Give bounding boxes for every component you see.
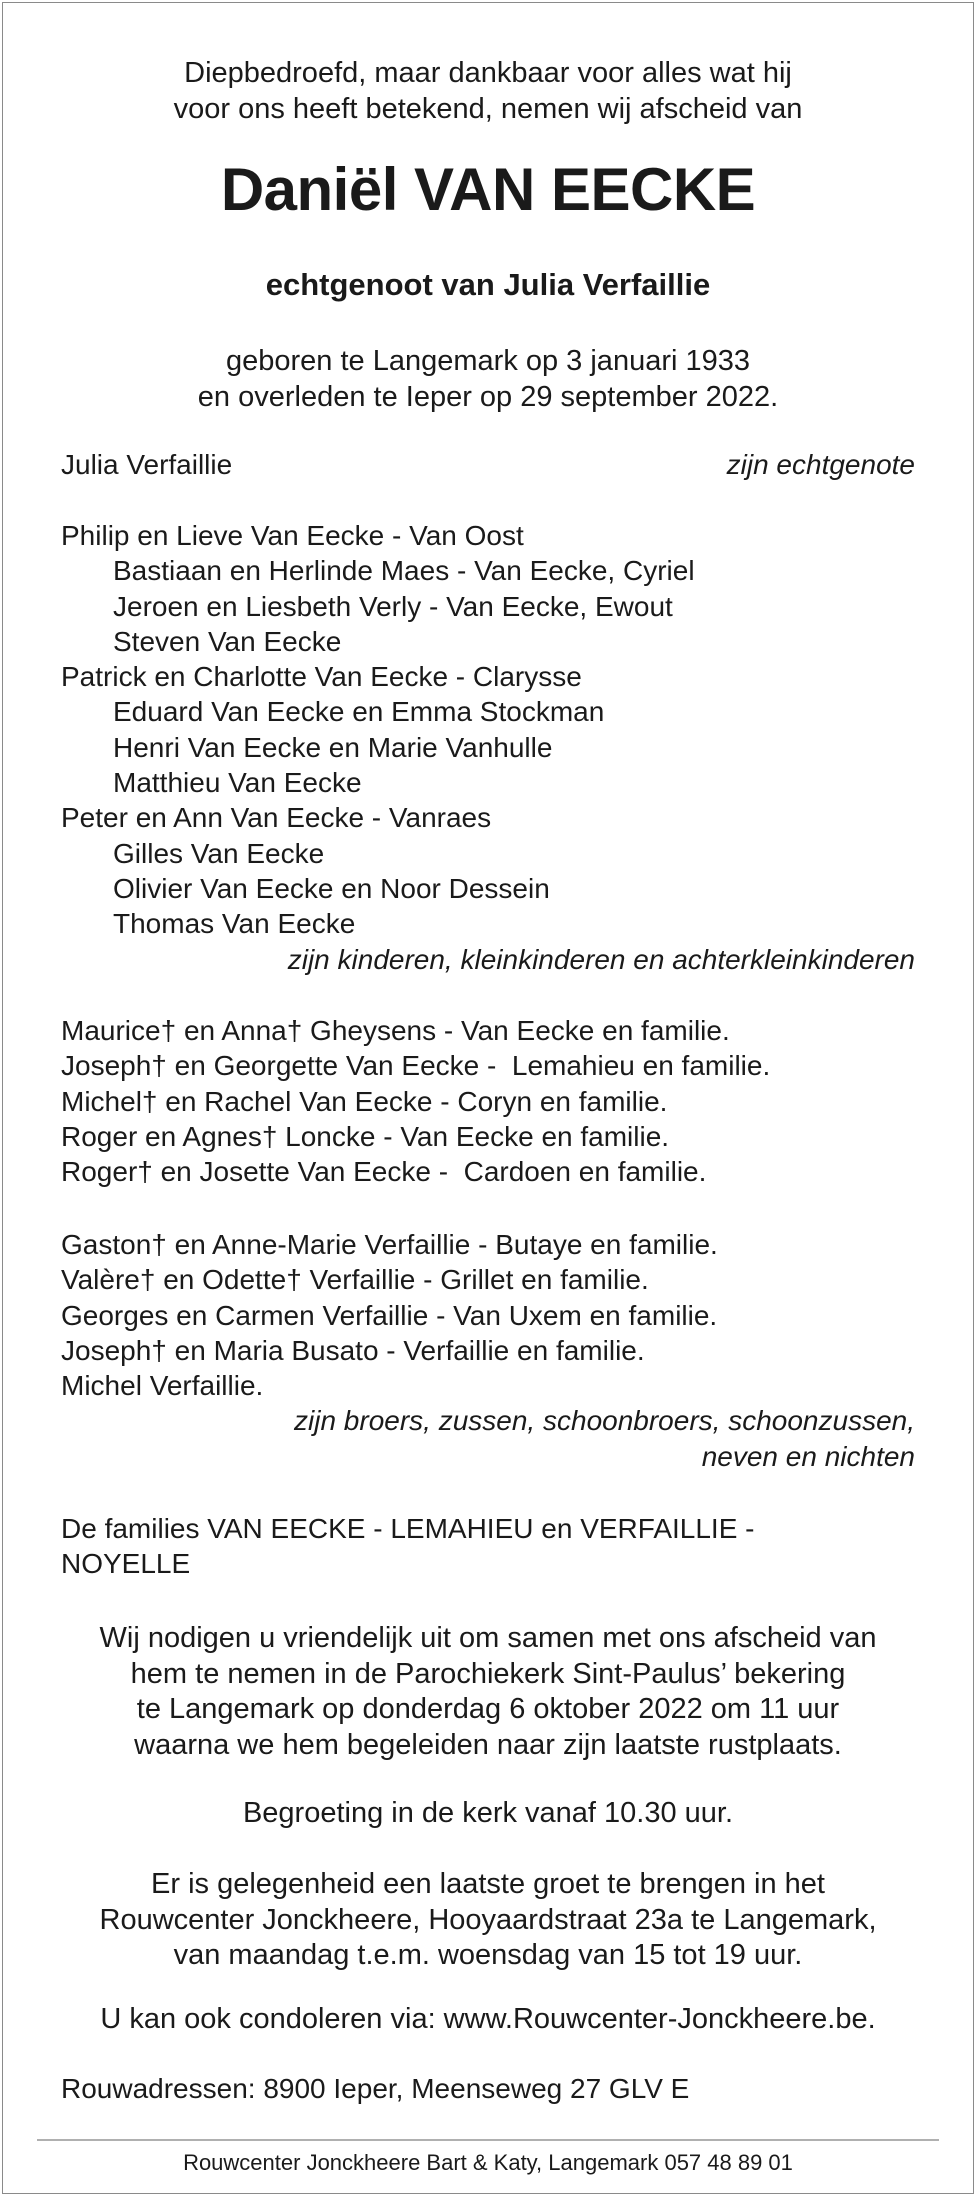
birth-line: geboren te Langemark op 3 januari 1933 <box>226 345 750 377</box>
children-role: zijn kinderen, kleinkinderen en achterkleinkinderen <box>287 943 915 975</box>
family-line: Jeroen en Liesbeth Verly - Van Eecke, Ewout <box>113 590 673 622</box>
visitation-text <box>43 1867 933 1974</box>
invitation-line: hem te nemen in de Parochiekerk Sint-Paulus’ bekering <box>130 1657 846 1690</box>
family-line: Henri Van Eecke en Marie Vanhulle <box>113 731 553 763</box>
family-line: Gilles Van Eecke <box>113 837 325 869</box>
family-line: Bastiaan en Herlinde Maes - Van Eecke, Cyriel <box>113 555 695 587</box>
family-line: Thomas Van Eecke <box>113 908 356 940</box>
siblings-verfaillie <box>61 1227 915 1474</box>
visitation-line: Er is gelegenheid een laatste groet te brengen in het <box>151 1868 825 1900</box>
sibling-line: Joseph† en Maria Busato - Verfaillie en familie. <box>61 1334 645 1366</box>
siblings-role: neven en nichten <box>701 1440 915 1472</box>
children-list <box>61 518 915 977</box>
widow-role: zijn echtgenote <box>726 449 915 480</box>
family-line: Patrick en Charlotte Van Eecke - Clarysse <box>61 661 582 693</box>
greeting-text: Begroeting in de kerk vanaf 10.30 uur. <box>242 1797 734 1829</box>
deceased-name: Daniël VAN EECKE <box>220 156 756 223</box>
widow-row <box>61 447 915 482</box>
intro-line: voor ons heeft betekend, nemen wij afscheid van <box>173 93 803 125</box>
sibling-line: Valère† en Odette† Verfaillie - Grillet en familie. <box>61 1264 649 1296</box>
family-line: Philip en Lieve Van Eecke - Van Oost <box>61 520 524 551</box>
address-text: Rouwadressen: 8900 Ieper, Meenseweg 27 GLV E <box>61 2073 690 2104</box>
birth-death-dates <box>3 343 973 415</box>
sibling-line: Georges en Carmen Verfaillie - Van Uxem en familie. <box>61 1299 718 1331</box>
condolence-text: U kan ook condoleren via: www.Rouwcenter-Jonckheere.be. <box>100 2003 876 2035</box>
family-line: Steven Van Eecke <box>113 625 342 657</box>
sibling-line: Gaston† en Anne-Marie Verfaillie - Butaye en familie. <box>61 1229 718 1260</box>
footer-text: Rouwcenter Jonckheere Bart & Katy, Langemark 057 48 89 01 <box>183 2150 793 2175</box>
sibling-line: Roger en Agnes† Loncke - Van Eecke en familie. <box>61 1120 670 1152</box>
family-line: Peter en Ann Van Eecke - Vanraes <box>61 802 492 834</box>
intro-text <box>3 55 973 127</box>
visitation-line: van maandag t.e.m. woensdag van 15 tot 19 uur. <box>173 1939 803 1971</box>
sibling-line: Maurice† en Anna† Gheysens - Van Eecke en familie. <box>61 1015 730 1046</box>
invitation-text <box>43 1621 933 1763</box>
families-line <box>61 1511 915 1582</box>
widow-name: Julia Verfaillie <box>61 449 233 480</box>
sibling-line: Roger† en Josette Van Eecke - Cardoen en familie. <box>61 1156 707 1188</box>
sibling-line: Joseph† en Georgette Van Eecke - Lemahieu en familie. <box>61 1050 771 1082</box>
visitation-line: Rouwcenter Jonckheere, Hooyaardstraat 23a te Langemark, <box>99 1903 877 1936</box>
families-text: NOYELLE <box>61 1548 191 1580</box>
obituary-card <box>2 2 974 2194</box>
footer-divider <box>37 2139 939 2141</box>
invitation-line: waarna we hem begeleiden naar zijn laatste rustplaats. <box>134 1728 842 1761</box>
invitation-line: Wij nodigen u vriendelijk uit om samen met ons afscheid van <box>99 1622 877 1654</box>
family-line: Matthieu Van Eecke <box>113 767 362 799</box>
siblings-van-eecke <box>61 1013 915 1189</box>
family-line: Eduard Van Eecke en Emma Stockman <box>113 696 605 728</box>
spouse-line: echtgenoot van Julia Verfaillie <box>265 267 711 302</box>
family-line: Olivier Van Eecke en Noor Dessein <box>113 872 550 904</box>
sibling-line: Michel† en Rachel Van Eecke - Coryn en familie. <box>61 1085 668 1117</box>
sibling-line: Michel Verfaillie. <box>61 1370 264 1402</box>
intro-line: Diepbedroefd, maar dankbaar voor alles wat hij <box>184 57 792 89</box>
death-line: en overleden te Ieper op 29 september 2022. <box>197 381 779 413</box>
siblings-role: zijn broers, zussen, schoonbroers, schoonzussen, <box>294 1405 915 1437</box>
families-text: De families VAN EECKE - LEMAHIEU en VERFAILLIE - <box>61 1513 755 1544</box>
invitation-line: te Langemark op donderdag 6 oktober 2022 om 11 uur <box>136 1693 840 1725</box>
